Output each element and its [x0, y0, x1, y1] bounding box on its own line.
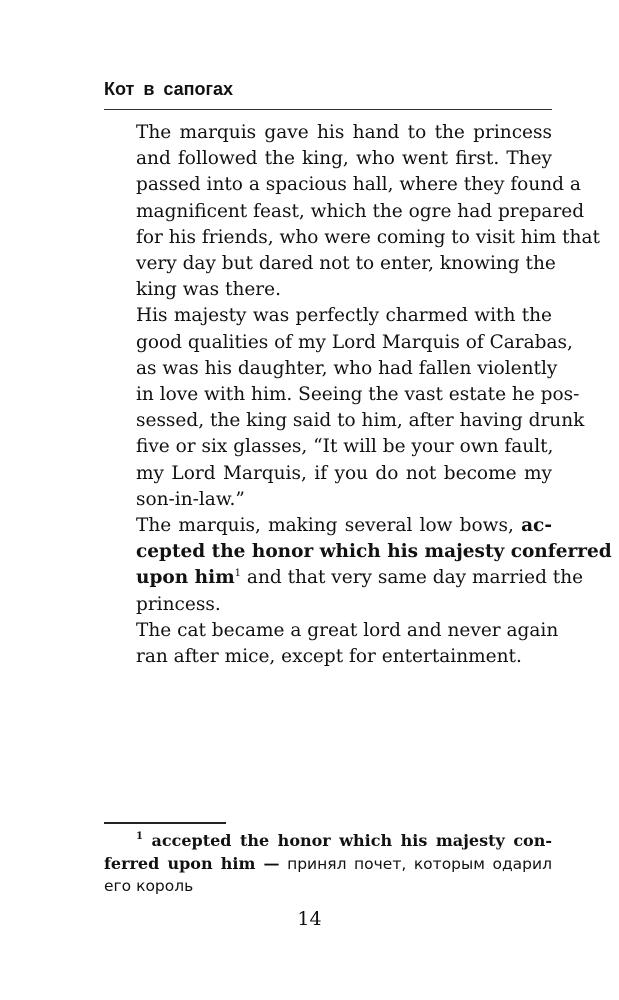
footnote: [104, 830, 552, 898]
footnote-marker: 1: [234, 568, 242, 580]
body-text: [104, 120, 612, 670]
footnote-line: [104, 830, 552, 853]
text-run: The marquis, making several low bows,: [136, 515, 522, 537]
footnote-translation: его король: [104, 877, 194, 895]
text-line: in love with him. Seeing the vast estate he pos-: [136, 384, 580, 406]
paragraph-4: [104, 618, 559, 670]
running-header: Кот в сапогах: [104, 79, 234, 99]
text-run: and that very same day married the: [241, 567, 584, 589]
text-line: magnificent feast, which the ogre had prepared: [136, 200, 585, 222]
page-number: 14: [297, 908, 322, 930]
text-line: son-in-law.”: [136, 488, 245, 510]
text-line: [104, 513, 552, 539]
text-line: [104, 565, 584, 591]
text-line: passed into a spacious hall, where they found a: [136, 174, 581, 196]
text-line: The cat became a great lord and never again: [136, 619, 559, 641]
header-rule: [104, 109, 552, 110]
text-line: and followed the king, who went first. They: [136, 148, 552, 170]
paragraph-3: [104, 513, 612, 618]
bold-phrase: upon him: [136, 567, 235, 589]
text-line: His majesty was perfectly charmed with the: [136, 305, 552, 327]
text-line: sessed, the king said to him, after having drunk: [136, 410, 585, 432]
text-line: ran after mice, except for entertainment.: [136, 646, 522, 668]
text-line: king was there.: [136, 279, 281, 301]
footnote-term: accepted the honor which his majesty con-: [142, 831, 552, 850]
footnote-number: 1: [136, 831, 143, 842]
text-line: good qualities of my Lord Marquis of Carabas,: [136, 331, 573, 353]
paragraph-2: [104, 303, 585, 513]
footnote-line: [104, 853, 552, 876]
bold-phrase: cepted the honor which his majesty conferred: [136, 541, 612, 563]
text-line: as was his daughter, who had fallen violently: [136, 357, 558, 379]
text-line: The marquis gave his hand to the princess: [136, 122, 552, 143]
text-line: for his friends, who were coming to visit him that: [136, 226, 600, 248]
text-line: princess.: [136, 593, 221, 615]
footnote-translation: принял почет, которым одарил: [279, 854, 552, 873]
paragraph-1: [104, 120, 600, 303]
text-line: my Lord Marquis, if you do not become my: [136, 462, 552, 484]
text-line: five or six glasses, “It will be your own fault,: [136, 436, 554, 458]
text-line: very day but dared not to enter, knowing the: [136, 253, 556, 275]
footnote-rule: [104, 822, 226, 824]
footnote-term: ferred upon him —: [104, 853, 280, 873]
bold-phrase: ac-: [521, 515, 552, 537]
